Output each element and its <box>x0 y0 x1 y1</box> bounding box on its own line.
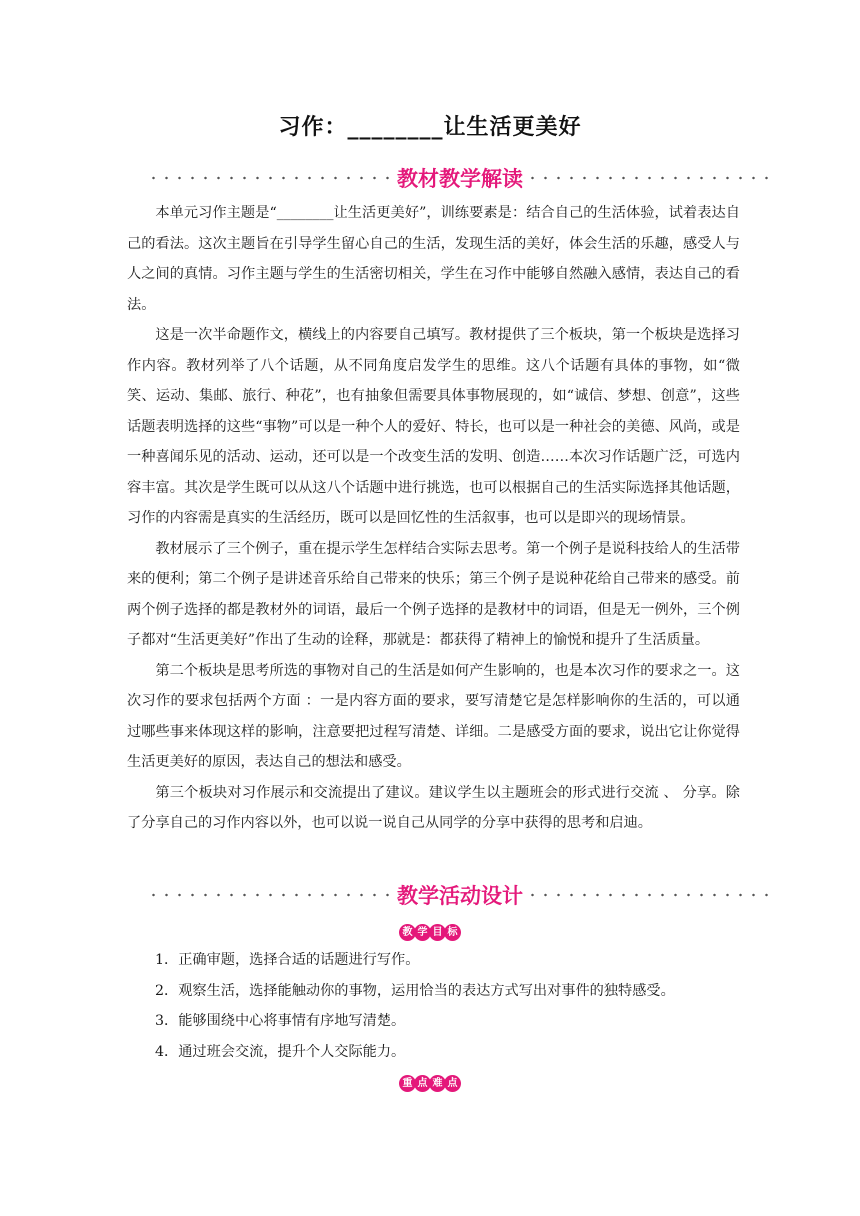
section-banner-textbook-interpretation <box>150 163 770 193</box>
paragraph: 第三个板块对习作展示和交流提出了建议。建议学生以主题班会的形式进行交流 、 分享。除了分享自己的习作内容以外，也可以说一说自己从同学的分享中获得的思考和启迪。 <box>127 784 740 831</box>
label-char: 学 <box>414 924 431 941</box>
section-title: 教学活动设计 <box>397 884 523 908</box>
list-item: 1．正确审题，选择合适的话题进行写作。 <box>155 952 420 968</box>
label-char: 目 <box>429 924 446 941</box>
label-char: 点 <box>414 1075 431 1092</box>
paragraph: 教材展示了三个例子，重在提示学生怎样结合实际去思考。第一个例子是说科技给人的生活带来的便利；第二个例子是讲述音乐给自己带来的快乐；第三个例子是说种花给自己带来的感受。前两个例子选择的都是教材外的词语，最后一个例子选择的是教材中的词语，但是无一例外，三个例子都对“生活更美好”作出了生动的诠释，那就是：都获得了精神上的愉悦和提升了生活质量。 <box>127 540 740 648</box>
teaching-goals-list <box>155 945 755 1067</box>
label-char: 难 <box>429 1075 446 1092</box>
label-char: 教 <box>399 924 416 941</box>
section-banner-activity-design <box>150 880 770 910</box>
label-char: 重 <box>399 1075 416 1092</box>
key-difficult-points-label <box>0 1071 860 1092</box>
page-title: 习作：________让生活更美好 <box>278 115 582 140</box>
list-item: 2．观察生活，选择能触动你的事物，运用恰当的表达方式写出对事件的独特感受。 <box>155 982 675 999</box>
label-char: 标 <box>444 924 461 941</box>
dotted-divider-right <box>529 891 770 899</box>
dotted-divider-left <box>150 174 391 182</box>
dotted-divider-left <box>150 891 391 899</box>
label-char: 点 <box>444 1075 461 1092</box>
list-item: 4．通过班会交流，提升个人交际能力。 <box>155 1043 406 1060</box>
section-title: 教材教学解读 <box>397 167 523 191</box>
dotted-divider-right <box>529 174 770 182</box>
body-text <box>127 198 740 839</box>
paragraph: 本单元习作主题是“________让生活更美好”，训练要素是：结合自己的生活体验，试着表达自己的看法。这次主题旨在引导学生留心自己的生活，发现生活的美好，体会生活的乐趣，感受人与人之间的真情。习作主题与学生的生活密切相关，学生在习作中能够自然融入感情，表达自己的看法。 <box>127 205 740 313</box>
teaching-goals-label <box>0 920 860 941</box>
list-item: 3．能够围绕中心将事情有序地写清楚。 <box>155 1013 406 1029</box>
paragraph: 第二个板块是思考所选的事物对自己的生活是如何产生影响的，也是本次习作的要求之一。这次习作的要求包括两个方面 ：一是内容方面的要求，要写清楚它是怎样影响你的生活的，可以通过哪些事来体现这样的影响，注意要把过程写清楚、详细。二是感受方面的要求，说出它让你觉得生活更美好的原因，表达自己的想法和感受。 <box>127 662 740 770</box>
paragraph: 这是一次半命题作文，横线上的内容要自己填写。教材提供了三个板块，第一个板块是选择习作内容。教材列举了八个话题，从不同角度启发学生的思维。这八个话题有具体的事物，如“微笑、运动、集邮、旅行、种花”，也有抽象但需要具体事物展现的，如“诚信、梦想、创意”，这些话题表明选择的这些“事物”可以是一种个人的爱好、特长，也可以是一种社会的美德、风尚，或是一种喜闻乐见的活动、运动，还可以是一个改变生活的发明、创造……本次习作话题广泛，可选内容丰富。其次是学生既可以从这八个话题中进行挑选，也可以根据自己的生活实际选择其他话题，习作的内容需是真实的生活经历，既可以是回忆性的生活叙事，也可以是即兴的现场情景。 <box>127 327 740 526</box>
